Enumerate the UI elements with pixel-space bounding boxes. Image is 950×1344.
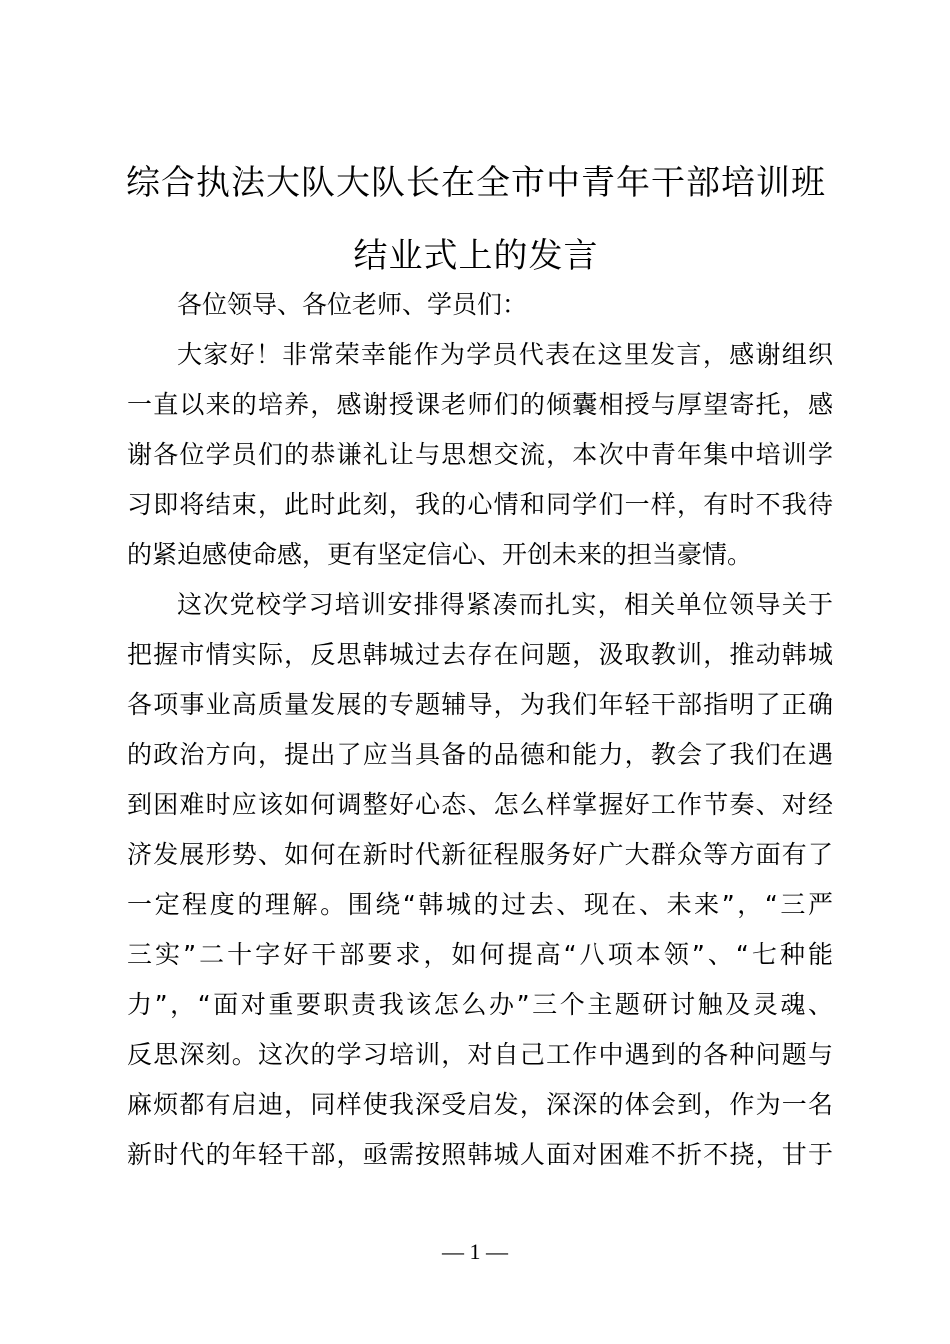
paragraph-2-line: 济发展形势、如何在新时代新征程服务好广大群众等方面有了 xyxy=(127,840,833,869)
paragraph-1-line: 习即将结束，此时此刻，我的心情和同学们一样，有时不我待 xyxy=(127,490,833,519)
document-title-line-1: 综合执法大队大队长在全市中青年干部培训班 xyxy=(126,163,826,203)
paragraph-2-line: 的政治方向，提出了应当具备的品德和能力，教会了我们在遇 xyxy=(127,740,833,769)
paragraph-2-line: 这次党校学习培训安排得紧凑而扎实，相关单位领导关于 xyxy=(177,590,833,619)
paragraph-1-line: 大家好！非常荣幸能作为学员代表在这里发言，感谢组织 xyxy=(177,340,833,369)
paragraph-2-line: 到困难时应该如何调整好心态、怎么样掌握好工作节奏、对经 xyxy=(127,790,833,819)
paragraph-1-line: 一直以来的培养，感谢授课老师们的倾囊相授与厚望寄托，感 xyxy=(127,390,833,419)
paragraph-2-line: 一定程度的理解。围绕“韩城的过去、现在、未来”，“三严 xyxy=(127,890,833,919)
document-body xyxy=(127,280,833,1180)
paragraph-2-line: 把握市情实际，反思韩城过去存在问题，汲取教训，推动韩城 xyxy=(127,640,833,669)
paragraph-2-line: 力”，“面对重要职责我该怎么办”三个主题研讨触及灵魂、 xyxy=(127,990,833,1019)
paragraph-2-line: 三实”二十字好干部要求，如何提高“八项本领”、“七种能 xyxy=(127,940,833,969)
paragraph-2-line: 各项事业高质量发展的专题辅导，为我们年轻干部指明了正确 xyxy=(127,690,833,719)
paragraph-2-line: 反思深刻。这次的学习培训，对自己工作中遇到的各种问题与 xyxy=(127,1040,833,1069)
document-title-line-2: 结业式上的发言 xyxy=(353,236,599,276)
paragraph-1-line: 的紧迫感使命感，更有坚定信心、开创未来的担当豪情。 xyxy=(127,540,753,569)
salutation: 各位领导、各位老师、学员们： xyxy=(177,290,528,319)
paragraph-2-line: 新时代的年轻干部，亟需按照韩城人面对困难不折不挠，甘于 xyxy=(127,1140,833,1169)
paragraph-1-line: 谢各位学员们的恭谦礼让与思想交流，本次中青年集中培训学 xyxy=(127,440,833,469)
page-number: — 1 — xyxy=(442,1239,508,1264)
paragraph-2-line: 麻烦都有启迪，同样使我深受启发，深深的体会到，作为一名 xyxy=(127,1090,833,1119)
